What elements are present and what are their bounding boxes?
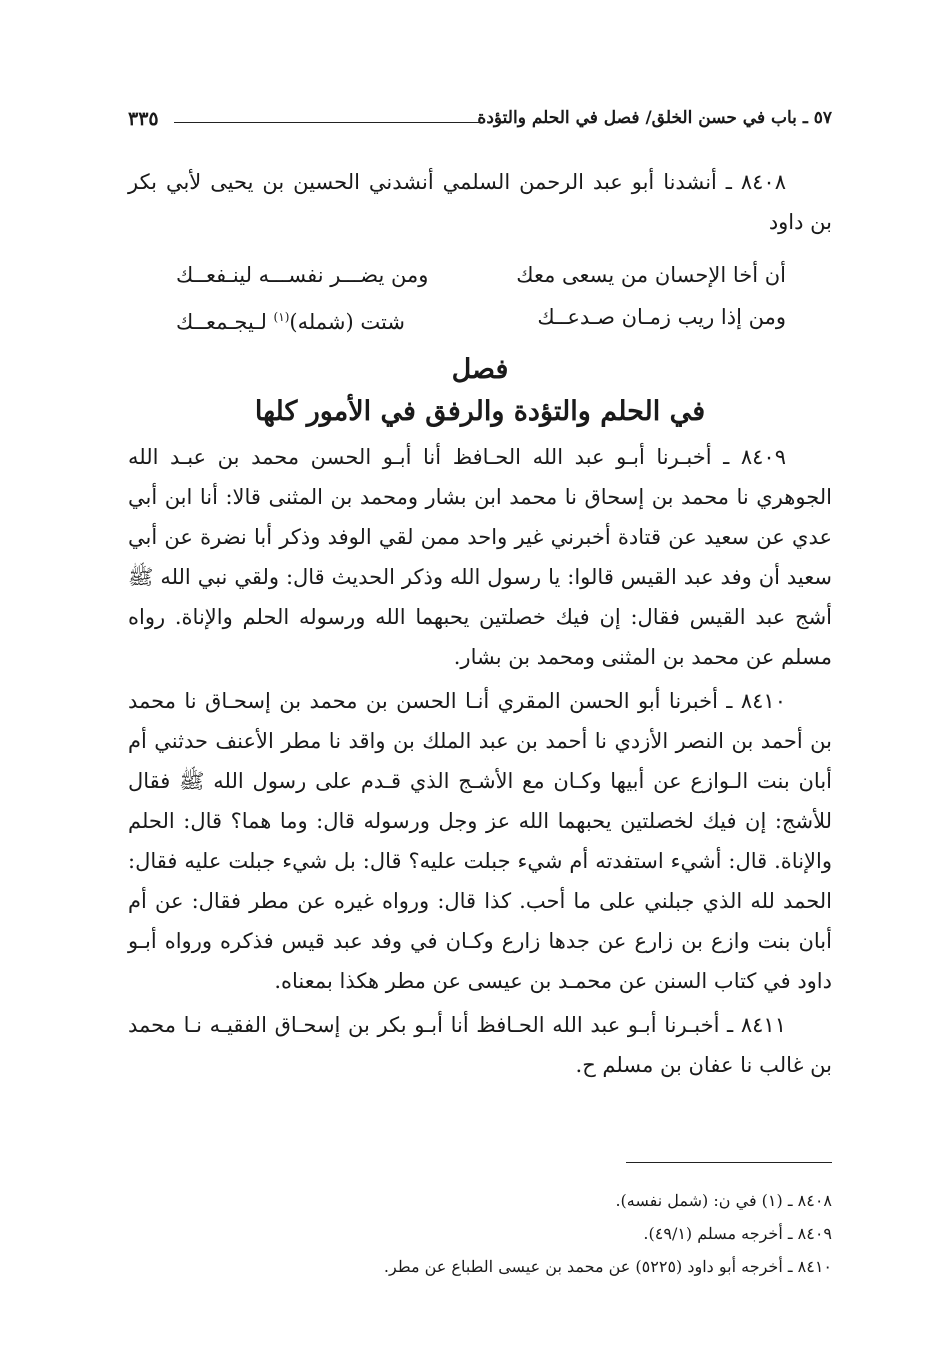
poem-verses (128, 254, 832, 343)
main-text (128, 162, 832, 1085)
hadith-8411: ٨٤١١ ـ أخبـرنا أبـو عبد الله الحـافظ أنا أبـو بكر بن إسحـاق الفقيـه نـا محمد بن غالب نا عفان بن مسلم ح. (128, 1013, 832, 1077)
running-header-title: ٥٧ ـ باب في حسن الخلق/ فصل في الحلم والتؤدة (477, 108, 832, 128)
verse-line-2 (128, 296, 832, 343)
footnotes (128, 1184, 832, 1283)
footnote-marker: (١) (273, 310, 290, 324)
header-rule (174, 122, 480, 123)
hadith-8409: ٨٤٠٩ ـ أخبـرنا أبـو عبد الله الحـافظ أنا أبـو الحسن محمد بن عبـد الله الجوهري نا محمد بن إسحاق نا محمد ابن بشار ومحمد بن المثنى قالا: أنا ابن أبي عدي عن سعيد عن قتادة أخبرني غير واحد ممن لقي الوفد وذكر أبا نضرة عن أبي سعيد أن وفد عبد القيس قالوا: يا رسول الله وذكر الحديث قال: ولقي نبي الله ﷺ أشج عبد القيس فقال: إن فيك خصلتين يحبهما الله ورسوله الحلم والإناة. رواه مسلم عن محمد بن المثنى ومحمد بن بشار. (128, 445, 832, 669)
page-number: ٣٣٥ (128, 108, 159, 130)
hadith-8410: ٨٤١٠ ـ أخبرنا أبو الحسن المقري أنـا الحسن بن محمد بن إسحـاق نا محمد بن أحمد بن النصر الأزدي نا أحمد بن عبد الملك بن واقد نا مطر الأعنف حدثني أم أبان بنت الـوازع عن أبيها وكـان مع الأشـج الذي قـدم على رسول الله ﷺ فقال للأشج: إن فيك لخصلتين يحبهما الله عز وجل ورسوله قال: وما هما؟ قال: الحلم والإناة. قال: أشيء استفدته أم شيء جبلت عليه؟ قال: بل شيء جبلت عليه فقال: الحمد لله الذي جبلني على ما أحب. كذا قال: ورواه غيره عن مطر فقال: عن أم أبان بنت وازع بن زارع عن جدها زارع وكـان في وفد عبد قيس فذكره ورواه أبـو داود في كتاب السنن عن محمـد بن عيسى عن مطر هكذا بمعناه. (128, 689, 832, 993)
verse-line-1 (128, 254, 832, 296)
section-subtitle: في الحلم والتؤدة والرفق في الأمور كلها (254, 396, 706, 427)
verse-2-second-part-a: شتت (شمله) (289, 310, 405, 334)
section-title: فصل (451, 354, 509, 385)
running-header (128, 108, 832, 134)
footnote-8410: ٨٤١٠ ـ أخرجه أبو داود (٥٢٢٥) عن محمد بن عيسى الطباع عن مطر. (383, 1257, 832, 1276)
footnote-rule (626, 1162, 832, 1163)
footnote-8408: ٨٤٠٨ ـ (١) في ن: (شمل نفسه). (615, 1191, 832, 1210)
verse-1-first-hemistich: أن أخا الإحسان من يسعى معك (516, 263, 786, 287)
verse-2-second-hemistich (176, 296, 405, 343)
footnote-8409: ٨٤٠٩ ـ أخرجه مسلم (٤٩/١). (643, 1224, 832, 1243)
verse-2-first-hemistich: ومن إذا ريب زمـان صـدعــك (537, 305, 786, 329)
verse-1-second-hemistich: ومن يضـــر نفســـه لينـفعــك (176, 263, 429, 287)
book-page (128, 98, 832, 1298)
verse-2-second-part-b: لـيجـمعــك (176, 310, 274, 334)
hadith-8408: ٨٤٠٨ ـ أنشدنا أبو عبد الرحمن السلمي أنشدني الحسين بن يحيى لأبي بكر بن داود (128, 170, 832, 234)
